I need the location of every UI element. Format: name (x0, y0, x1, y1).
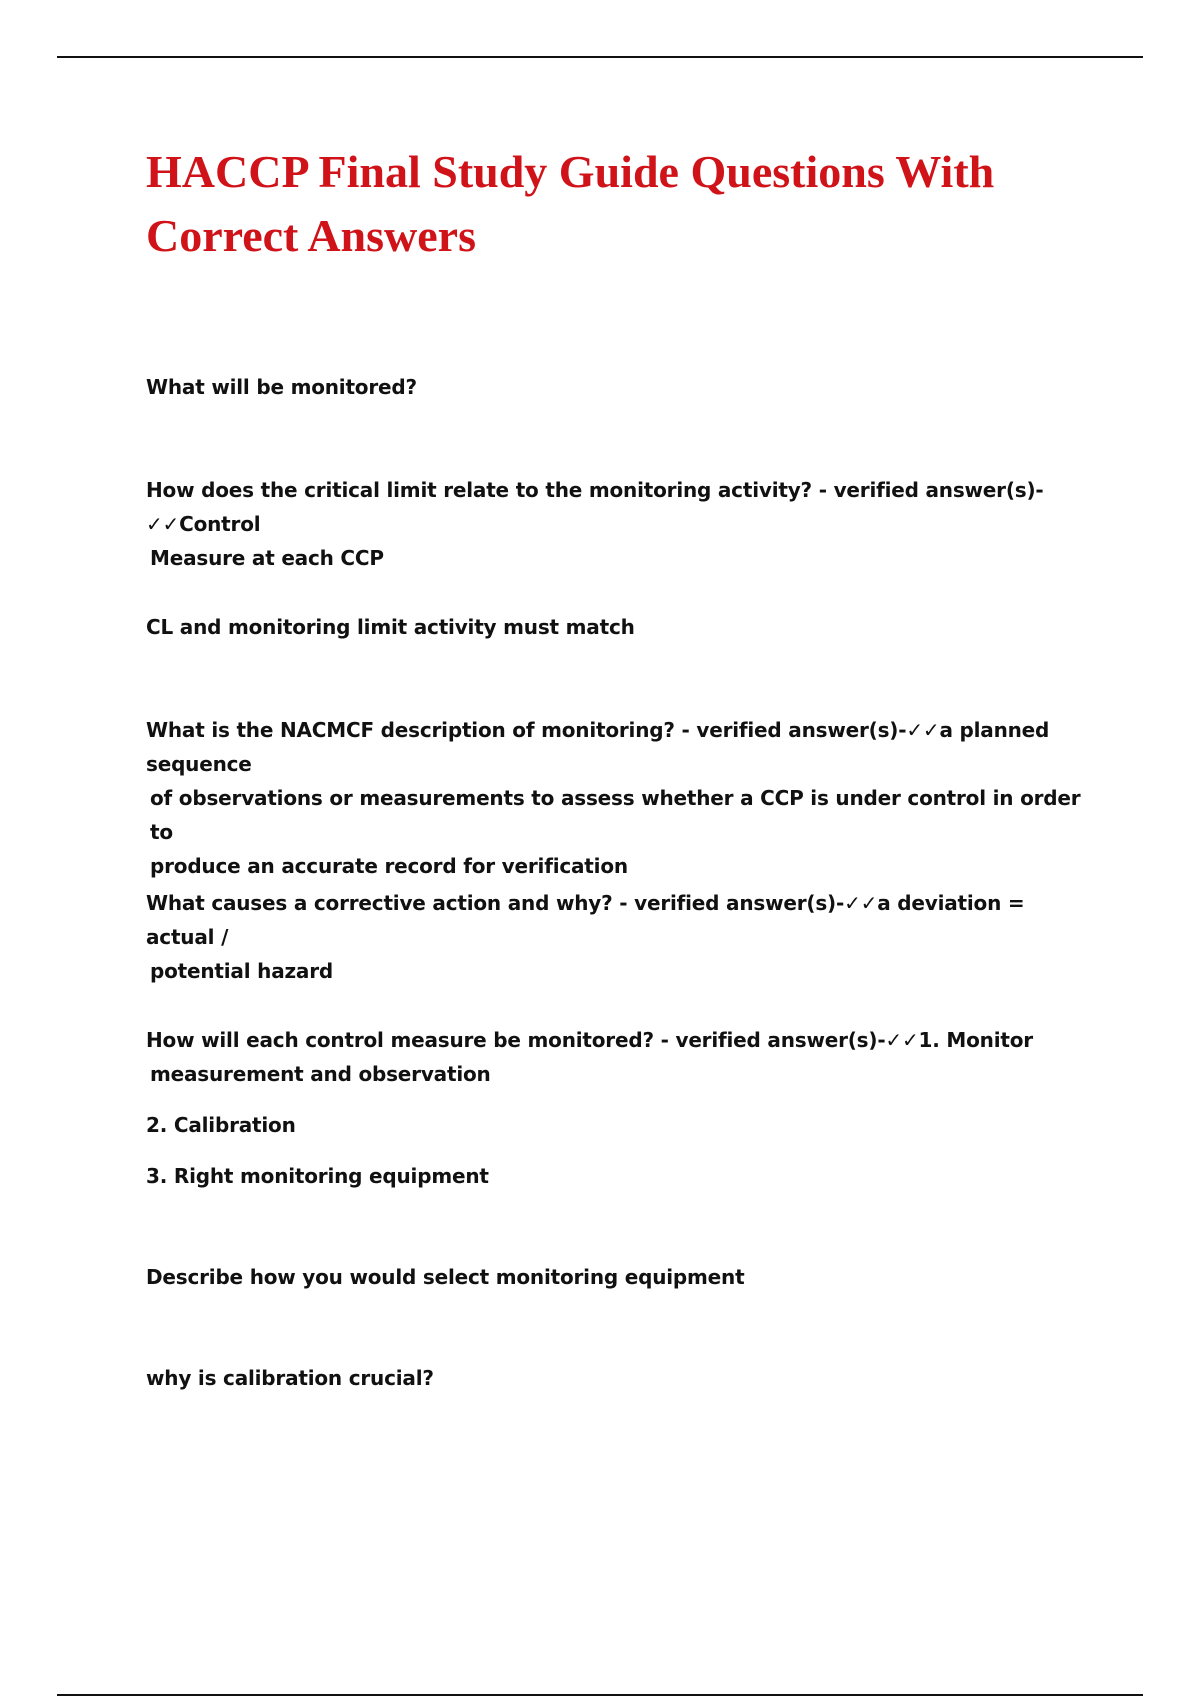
qa-item (146, 370, 1086, 404)
title-line-2: Correct Answers (146, 210, 476, 261)
qa-item (146, 473, 1086, 575)
qa-line: What causes a corrective action and why? - verified answer(s)-✓✓a deviation = actual / (146, 891, 1025, 949)
qa-line: why is calibration crucial? (146, 1366, 434, 1390)
qa-item (146, 713, 1086, 883)
qa-line: 2. Calibration (146, 1113, 296, 1137)
qa-line: Describe how you would select monitoring equipment (146, 1265, 745, 1289)
qa-line: CL and monitoring limit activity must match (146, 615, 635, 639)
title-line-1: HACCP Final Study Guide Questions With (146, 146, 995, 197)
qa-line: How will each control measure be monitored? - verified answer(s)-✓✓1. Monitor (146, 1028, 1033, 1052)
qa-item (146, 1361, 1086, 1395)
qa-line: of observations or measurements to assess whether a CCP is under control in order to (150, 786, 1081, 844)
qa-line: What is the NACMCF description of monitoring? - verified answer(s)-✓✓a planned sequence (146, 718, 1050, 776)
top-divider (57, 56, 1143, 58)
qa-line: produce an accurate record for verification (150, 854, 628, 878)
qa-item (146, 1023, 1086, 1091)
qa-item (146, 1159, 1086, 1193)
qa-line: measurement and observation (150, 1062, 491, 1086)
qa-line: Measure at each CCP (150, 546, 384, 570)
qa-item (146, 1108, 1086, 1142)
bottom-divider (57, 1694, 1143, 1696)
qa-line: What will be monitored? (146, 375, 417, 399)
qa-line: potential hazard (150, 959, 334, 983)
qa-line: 3. Right monitoring equipment (146, 1164, 489, 1188)
qa-item (146, 1260, 1086, 1294)
qa-line: How does the critical limit relate to the monitoring activity? - verified answer(s)-✓✓Control (146, 478, 1044, 536)
qa-item (146, 610, 1086, 644)
document-title (146, 140, 1106, 268)
qa-item (146, 886, 1086, 988)
